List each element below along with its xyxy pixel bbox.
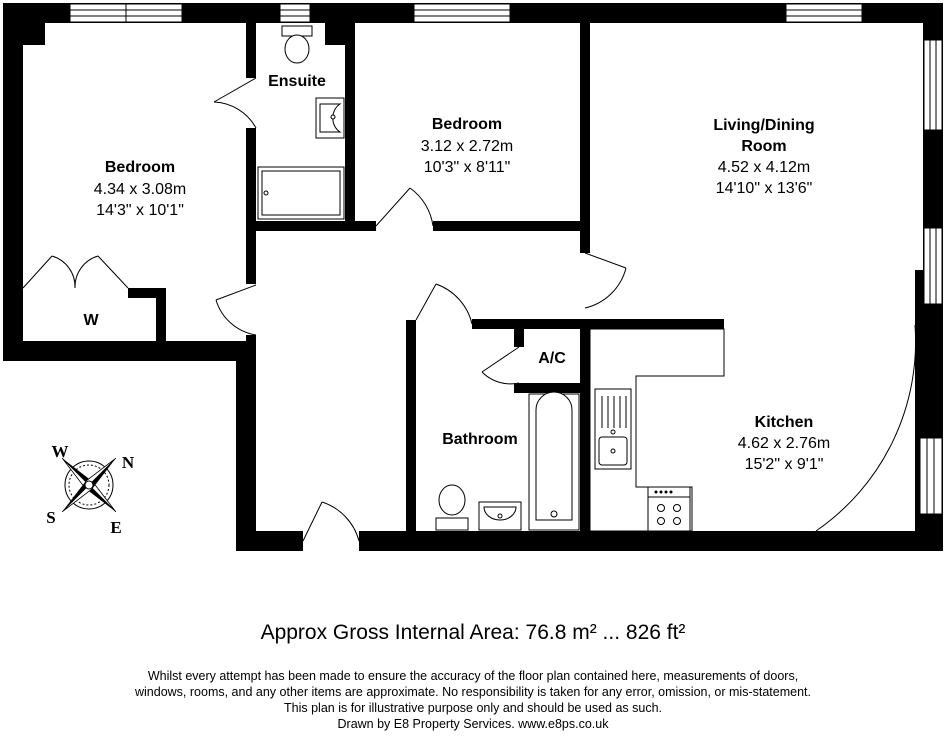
kitchen-hob [648,487,690,531]
wardrobe-label: W [83,312,99,329]
compass-south: S [46,508,56,527]
compass-west: W [51,442,69,461]
fixtures [258,26,724,531]
living-name-line1: Living/Dining [713,117,815,134]
living-imperial: 14'10" x 13'6" [715,180,813,197]
disclaimer-line: Whilst every attempt has been made to ensure the accuracy of the floor plan contained here, measurements of doors, [147,669,799,683]
bathroom-toilet-cistern [436,518,468,530]
living-name-line2: Room [741,138,787,155]
compass-east: E [110,518,122,537]
ensuite-toilet-bowl [285,35,309,63]
bedroom2-metric: 3.12 x 2.72m [420,138,514,155]
bathroom-toilet-bowl [439,485,465,515]
disclaimer-line: windows, rooms, and any other items are approximate. No responsibility is taken for any error, omission, or mis-statement. [135,685,811,699]
kitchen-imperial: 15'2" x 9'1" [744,456,824,473]
bedroom1-name: Bedroom [104,159,176,176]
bedroom2-name: Bedroom [431,116,503,133]
bathroom-name: Bathroom [442,431,518,448]
gross-internal-area: Approx Gross Internal Area: 76.8 m² ... 826 ft² [260,621,686,644]
bedroom1-imperial: 14'3" x 10'1" [96,202,184,219]
ac-label: A/C [538,350,566,367]
kitchen-name: Kitchen [754,414,814,431]
living-metric: 4.52 x 4.12m [717,159,811,176]
kitchen-metric: 4.62 x 2.76m [737,435,831,452]
bedroom2-imperial: 10'3" x 8'11" [423,159,511,176]
disclaimer-line: Drawn by E8 Property Services. www.e8ps.co.uk [337,717,609,731]
bedroom1-metric: 4.34 x 3.08m [93,181,187,198]
compass-rose-icon [35,431,142,538]
compass-north: N [121,453,135,472]
disclaimer-line: This plan is for illustrative purpose only and should be used as such. [284,701,662,715]
disclaimer [0,668,946,732]
room-labels [83,73,830,473]
ensuite-name: Ensuite [268,73,326,90]
